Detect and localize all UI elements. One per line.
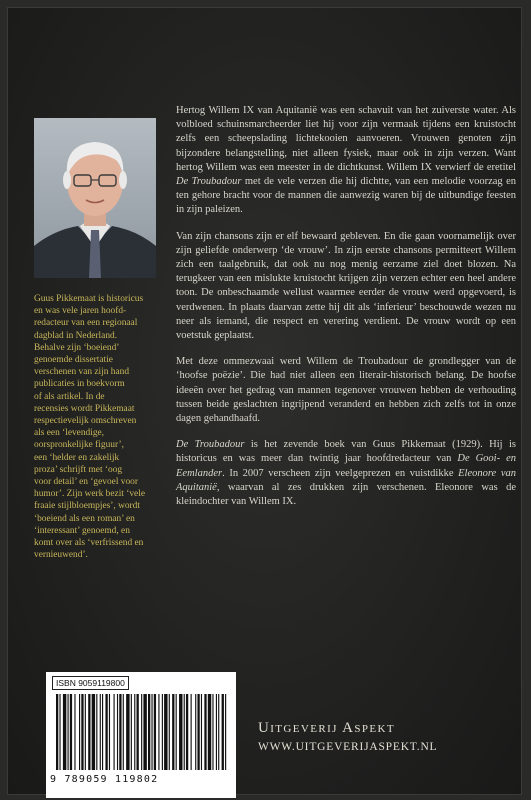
barcode-bar: [201, 694, 202, 770]
barcode-bar: [102, 694, 103, 770]
barcode-bar: [169, 694, 170, 770]
text-run: . In 2007 verscheen zijn veelgeprezen en vuistdikke: [222, 467, 459, 479]
author-photo: [34, 118, 156, 278]
bio-line: ‘interessant’ genoemd, en: [34, 525, 130, 536]
publisher-name: Uitgeverij Aspekt: [258, 720, 395, 736]
author-bio: [34, 293, 162, 561]
barcode-bar: [212, 694, 213, 770]
barcode-bar: [151, 694, 152, 770]
bio-line: als een ‘levendige,: [34, 428, 105, 439]
barcode-bar: [105, 694, 107, 770]
bio-line: komt over als ‘verfrissend en: [34, 538, 144, 549]
blurb-paragraph-4: [176, 438, 516, 509]
publisher-url: WWW.UITGEVERIJASPEKT.NL: [258, 741, 438, 753]
barcode-bar: [154, 694, 156, 770]
book-title-italic: De Troubadour: [176, 176, 242, 188]
barcode-bar: [172, 694, 174, 770]
text-run: Hertog Willem IX van Aquitanië was een schavuit van het zuiverste water. Als volbloed schuinsmarcheerder liet hij voor zijn vermaak tijdens een kruistocht zelfs een scheepslading lichtekooien aanvoeren. Vrouwen genoten zijn bijzondere belangstelling, niet alleen fysiek, maar ook in zijn verzen. Want hertog Willem was een meester in de dichtkunst. Willem IX verwierf de eretitel: [176, 105, 516, 173]
blurb-paragraph-1: [176, 104, 516, 218]
blurb-text: [176, 104, 516, 521]
bio-line: ‘boeiend als een roman’ en: [34, 513, 135, 524]
ean-digits: 9 789059 119802: [50, 774, 159, 785]
barcode-bar: [222, 694, 224, 770]
bio-line: of als artikel. In de: [34, 391, 105, 402]
barcode-bar: [70, 694, 72, 770]
barcode-bar: [92, 694, 95, 770]
barcode-bar: [179, 694, 182, 770]
barcode-bar: [63, 694, 66, 770]
barcode-bar: [208, 694, 211, 770]
bio-line: Behalve zijn ‘boeiend’: [34, 342, 120, 353]
isbn-label: ISBN 9059119800: [52, 676, 129, 690]
barcode-bar: [126, 694, 129, 770]
barcode-bar: [85, 694, 86, 770]
barcode-bar: [56, 694, 58, 770]
bio-line: dagblad in Nederland.: [34, 330, 118, 341]
barcode-bar: [216, 694, 217, 770]
bio-line: redacteur van een regionaal: [34, 318, 138, 329]
barcode-bar: [100, 694, 101, 770]
barcode-bar: [176, 694, 177, 770]
barcode-bar: [134, 694, 135, 770]
book-title-italic: Eleonore van Aquitanië: [176, 467, 516, 493]
barcode-bar: [184, 694, 185, 770]
barcode-bar: [148, 694, 150, 770]
barcode-bar: [197, 694, 199, 770]
barcode-bar: [164, 694, 167, 770]
barcode-bar: [186, 694, 188, 770]
barcode-bar: [143, 694, 146, 770]
barcode-bar: [88, 694, 90, 770]
barcode-bar: [225, 694, 226, 770]
bio-line: en was vele jaren hoofd-: [34, 306, 127, 317]
blurb-paragraph-3: Met deze ommezwaai werd Willem de Troubadour de grondlegger van de ‘hoofse poëzie’. Die had niet alleen een literair-historisch belang. De hoofse ideeën over het gedrag van mannen tegenover vrouwen hebben de verhouding tussen beide geslachten ingrijpend veranderd en hebben zich zelfs tot in onze dagen gehandhaafd.: [176, 356, 516, 425]
barcode-bar: [68, 694, 69, 770]
text-run: , waarvan al zes drukken zijn verschenen. Eleonore was de kleindochter van Willem IX.: [176, 481, 516, 508]
barcode-bar: [218, 694, 219, 770]
barcode-bar: [195, 694, 196, 770]
bio-line: Guus Pikkemaat is historicus: [34, 294, 144, 304]
bio-line: oorspronkelijke figuur’,: [34, 440, 124, 451]
barcode-bar: [117, 694, 118, 770]
barcode-bar: [204, 694, 206, 770]
barcode-icon: [54, 694, 228, 772]
bio-line: fraaie stijlbloempjes’, wordt: [34, 501, 140, 512]
bio-line: vernieuwend’.: [34, 550, 88, 561]
barcode-bar: [141, 694, 142, 770]
bio-line: respectievelijk omschreven: [34, 416, 137, 427]
bio-line: voor detail’ en ‘gevoel voor: [34, 477, 138, 488]
barcode-bar: [114, 694, 115, 770]
barcode-bar: [96, 694, 97, 770]
barcode-bar: [123, 694, 124, 770]
text-run: is het zevende boek van Guus Pikkemaat (1929). Hij is historicus en was meer dan twintig jaar hoofdredacteur van: [176, 439, 516, 465]
text-run: met de vele verzen die hij dichtte, van een melodie voorzag en ten gehore bracht voor de mannen die aanwezig waren bij de uitbundige feesten in zijn paleizen.: [176, 176, 517, 216]
barcode-bar: [158, 694, 159, 770]
bio-line: recensies wordt Pikkemaat: [34, 403, 135, 414]
barcode-bar: [119, 694, 121, 770]
barcode-bar: [81, 694, 83, 770]
bio-line: een ‘helder en zakelijk: [34, 452, 120, 463]
bio-line: humor’. Zijn werk bezit ‘vele: [34, 489, 145, 500]
barcode-bar: [131, 694, 132, 770]
blurb-paragraph-2: Van zijn chansons zijn er elf bewaard gebleven. En die gaan voornamelijk over zijn geliefde onderwerp ‘de vrouw’. In zijn eerste chansons permitteert Willem zich een taalgebruik, dat ook nu nog menig eerzame ziel doet blozen. Na terugkeer van een mislukte kruistocht krijgen zijn verzen echter een heel andere toon. De onbeschaamde wellust waarmee eerder de vrouw werd opgevoerd, is verdwenen. In plaats daarvan zette hij dit als ‘inferieur’ beschouwde wezen nu neer als iemand, die respect en verering verdient. De vrouw wordt op een voetstuk geplaatst.: [176, 230, 516, 342]
barcode-panel: [46, 672, 236, 798]
bio-line: proza’ schrijft met ‘oog: [34, 464, 123, 475]
barcode-bar: [137, 694, 139, 770]
barcode-bar: [162, 694, 163, 770]
barcode-bar: [109, 694, 110, 770]
author-portrait-image: [34, 118, 156, 278]
barcode-bar: [74, 694, 75, 770]
bio-line: genoemde dissertatie: [34, 355, 113, 366]
barcode-bar: [59, 694, 60, 770]
bio-line: publicaties in boekvorm: [34, 379, 125, 390]
bio-line: verschenen van zijn hand: [34, 367, 130, 378]
book-title-italic: De Troubadour: [176, 439, 245, 451]
newspaper-title-italic: De Gooi- en Eemlander: [176, 453, 516, 479]
back-cover: [8, 8, 521, 794]
barcode-bar: [79, 694, 80, 770]
barcode-bar: [191, 694, 192, 770]
